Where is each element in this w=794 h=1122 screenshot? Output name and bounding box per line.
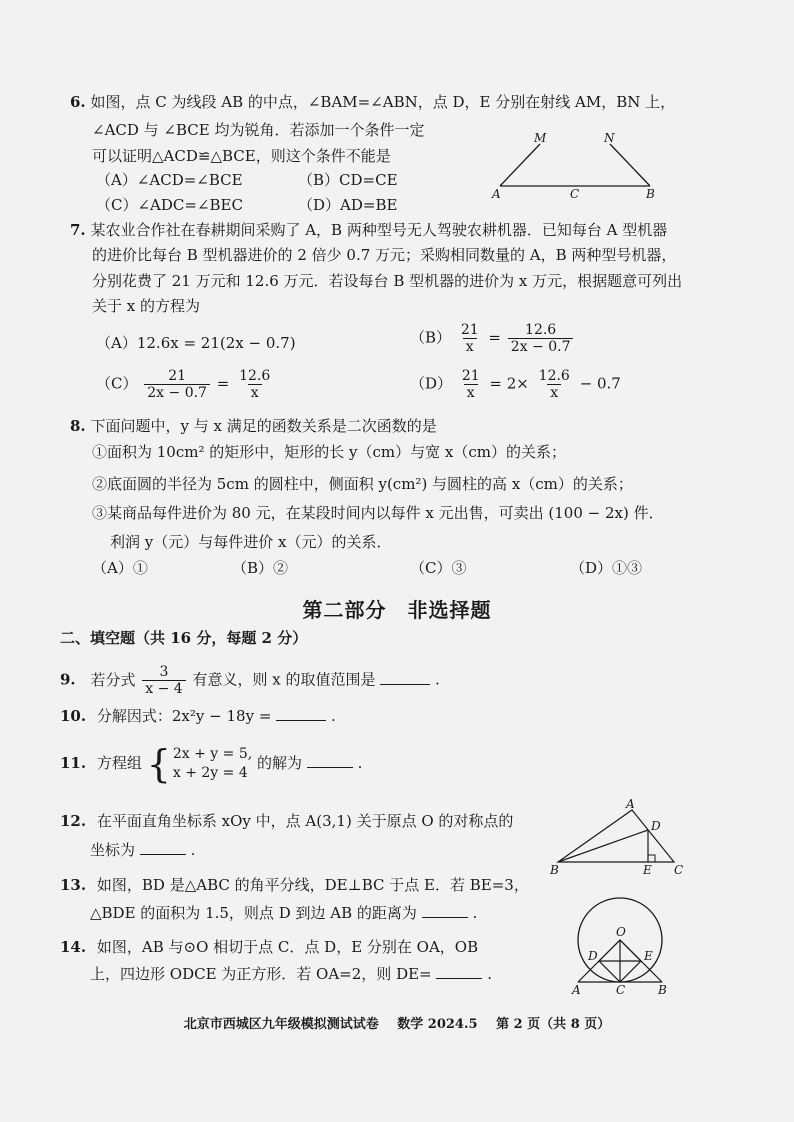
q8-item-1: ①面积为 10cm² 的矩形中，矩形的长 y（cm）与宽 x（cm）的关系； — [92, 443, 566, 461]
q7-option-b-eq: = — [488, 328, 501, 347]
q6-figure — [490, 128, 670, 200]
q7-option-d-mid: = 2× — [489, 374, 529, 393]
q14-end: . — [487, 965, 492, 983]
q14-figure — [566, 896, 676, 996]
q13-line2 — [90, 901, 477, 923]
frac-numerator: 12.6 — [525, 322, 557, 338]
footer-subject: 数学 2024.5 — [397, 1017, 478, 1032]
q6-line3: 可以证明△ACD≌△BCE，则这个条件不能是 — [92, 147, 391, 165]
page-footer — [0, 1013, 794, 1032]
q8-option-b[interactable]: （B）② — [232, 559, 289, 577]
q9-text-post: 有意义，则 x 的取值范围是 — [192, 670, 376, 689]
q6-label-m: M — [534, 131, 547, 145]
q11-eq2: x + 2y = 4 — [172, 765, 248, 781]
q8-text-1: 下面问题中，y 与 x 满足的函数关系是二次函数的是 — [90, 417, 437, 435]
q7-option-b-label: （B） — [410, 328, 452, 347]
frac-numerator: 21 — [168, 368, 187, 384]
q11-equation-system — [146, 742, 253, 786]
q10-number: 10. — [60, 707, 87, 725]
q14-text-1: 如图，AB 与⊙O 相切于点 C．点 D，E 分别在 OA，OB — [96, 938, 479, 956]
q13-label-c: C — [674, 863, 684, 877]
brace-icon: { — [146, 742, 171, 786]
q7-option-d[interactable] — [410, 368, 621, 401]
q13-label-d: D — [651, 819, 661, 833]
frac-numerator: 21 — [460, 322, 479, 338]
frac-denominator: x — [547, 384, 561, 401]
q12-text-2: 坐标为 — [90, 841, 136, 859]
q12-text-1: 在平面直角坐标系 xOy 中，点 A(3,1) 关于原点 O 的对称点的 — [96, 812, 514, 830]
q7-option-b[interactable] — [410, 322, 575, 355]
q13-end: . — [472, 904, 478, 922]
footer-school: 北京市西城区九年级模拟测试试卷 — [183, 1017, 379, 1032]
frac-denominator: 2x − 0.7 — [144, 384, 210, 401]
q6-label-c: C — [570, 187, 580, 201]
q7-option-c-label: （C） — [96, 374, 138, 393]
q11-end: . — [357, 754, 363, 772]
frac-denominator: x — [464, 384, 478, 401]
q11-text-pre: 方程组 — [96, 754, 142, 772]
q7-option-c-eq: = — [216, 374, 230, 393]
q7-number: 7. — [70, 221, 86, 239]
q6-option-d[interactable]: （D）AD=BE — [298, 196, 398, 214]
q9-line — [60, 664, 440, 697]
q6-option-c[interactable]: （C）∠ADC=∠BEC — [96, 196, 243, 214]
q13-label-e: E — [643, 863, 652, 877]
q6-line1 — [70, 92, 675, 112]
frac-denominator: x − 4 — [142, 680, 185, 697]
q7-line4: 关于 x 的方程为 — [92, 297, 200, 315]
q8-item-3b: 利润 y（元）与每件进价 x（元）的关系． — [110, 533, 392, 551]
q10-end: . — [330, 707, 336, 725]
q14-line2 — [90, 962, 492, 984]
q7-option-d-label: （D） — [410, 374, 453, 393]
q7-text-1: 某农业合作社在春耕期间采购了 A，B 两种型号无人驾驶农耕机器．已知每台 A 型机器 — [90, 221, 668, 239]
q8-option-a[interactable]: （A）① — [92, 559, 148, 577]
q12-number: 12. — [60, 812, 87, 830]
q7-option-b-frac2 — [508, 322, 574, 355]
q8-item-2: ②底面圆的半径为 5cm 的圆柱中，侧面积 y(cm²) 与圆柱的高 x（cm）的关系； — [92, 475, 633, 493]
q7-line2: 的进价比每台 B 型机器进价的 2 倍少 0.7 万元；采购相同数量的 A，B 两种型号机器， — [92, 246, 677, 264]
q14-label-a: A — [572, 983, 581, 997]
q13-figure — [548, 797, 698, 880]
q14-label-e: E — [644, 949, 653, 963]
q11-line — [60, 742, 363, 786]
frac-denominator: 2x − 0.7 — [508, 338, 574, 355]
q13-text-2: △BDE 的面积为 1.5，则点 D 到边 AB 的距离为 — [90, 904, 417, 922]
q6-line2: ∠ACD 与 ∠BCE 均为锐角．若添加一个条件一定 — [92, 121, 425, 139]
q13-answer-blank[interactable] — [422, 901, 468, 918]
q11-eq1: 2x + y = 5, — [172, 746, 253, 762]
q14-number: 14. — [60, 938, 87, 956]
q10-answer-blank[interactable] — [276, 704, 326, 721]
q8-option-d[interactable]: （D）①③ — [570, 559, 643, 577]
q14-label-c: C — [616, 983, 626, 997]
section-title: 第二部分 非选择题 — [302, 598, 492, 622]
q11-answer-blank[interactable] — [307, 751, 353, 768]
q7-option-d-tail: − 0.7 — [579, 374, 621, 393]
section-subtitle: 二、填空题（共 16 分，每题 2 分） — [60, 629, 308, 647]
q13-number: 13. — [60, 876, 87, 894]
q6-label-b: B — [646, 187, 655, 201]
frac-denominator: x — [248, 384, 262, 401]
q7-option-d-frac1 — [459, 368, 483, 401]
q12-line2 — [90, 838, 195, 860]
q10-line — [60, 704, 336, 726]
q9-answer-blank[interactable] — [380, 668, 430, 685]
q12-line1 — [60, 811, 513, 831]
q13-label-a: A — [626, 797, 635, 811]
q14-text-2: 上，四边形 ODCE 为正方形．若 OA=2，则 DE= — [90, 965, 432, 983]
q13-text-1: 如图，BD 是△ABC 的角平分线，DE⊥BC 于点 E．若 BE=3， — [96, 876, 529, 894]
frac-numerator: 12.6 — [239, 368, 271, 384]
q9-number: 9. — [60, 670, 76, 689]
q11-number: 11. — [60, 754, 87, 772]
footer-page: 第 2 页（共 8 页） — [496, 1017, 611, 1032]
q14-label-o: O — [616, 925, 626, 939]
q7-line3: 分别花费了 21 万元和 12.6 万元．若设每台 B 型机器的进价为 x 万元，根据题意可列出 — [92, 272, 683, 290]
frac-numerator: 12.6 — [538, 368, 570, 384]
q13-line1 — [60, 875, 529, 895]
q8-line1 — [70, 416, 437, 436]
q6-option-a[interactable]: （A）∠ACD=∠BCE — [96, 171, 243, 189]
q12-answer-blank[interactable] — [140, 838, 186, 855]
frac-numerator: 21 — [461, 368, 480, 384]
q9-text-pre: 若分式 — [90, 670, 136, 689]
q6-number: 6. — [70, 93, 86, 111]
q14-label-b: B — [658, 983, 667, 997]
frac-denominator: x — [463, 338, 477, 355]
q6-option-b[interactable]: （B）CD=CE — [298, 171, 398, 189]
q11-equations — [173, 745, 252, 783]
q14-label-d: D — [588, 949, 598, 963]
q8-option-c[interactable]: （C）③ — [410, 559, 467, 577]
q7-option-d-frac2 — [536, 368, 573, 401]
q8-item-3: ③某商品每件进价为 80 元，在某段时间内以每件 x 元出售，可卖出 (100 − 2x) 件． — [92, 504, 664, 522]
q9-end: . — [435, 670, 440, 689]
frac-numerator: 3 — [159, 664, 169, 680]
q13-label-b: B — [550, 863, 559, 877]
q7-option-c-frac2 — [236, 368, 273, 401]
q7-option-b-frac1 — [458, 322, 482, 355]
q9-fraction — [142, 664, 185, 697]
q7-option-c[interactable] — [96, 368, 275, 401]
q7-line1 — [70, 220, 667, 240]
q11-text-post: 的解为 — [257, 754, 303, 772]
q14-line1 — [60, 937, 478, 957]
q6-text-1: 如图，点 C 为线段 AB 的中点，∠BAM=∠ABN，点 D，E 分别在射线 AM，BN 上， — [90, 93, 676, 111]
q7-option-c-frac1 — [144, 368, 210, 401]
q10-text: 分解因式：2x²y − 18y = — [96, 707, 272, 725]
q8-number: 8. — [70, 417, 86, 435]
q6-label-a: A — [492, 187, 501, 201]
q12-end: . — [190, 841, 196, 859]
q7-option-a[interactable]: （A）12.6x = 21(2x − 0.7) — [96, 334, 296, 352]
q6-label-n: N — [604, 131, 615, 145]
q14-answer-blank[interactable] — [436, 962, 482, 979]
